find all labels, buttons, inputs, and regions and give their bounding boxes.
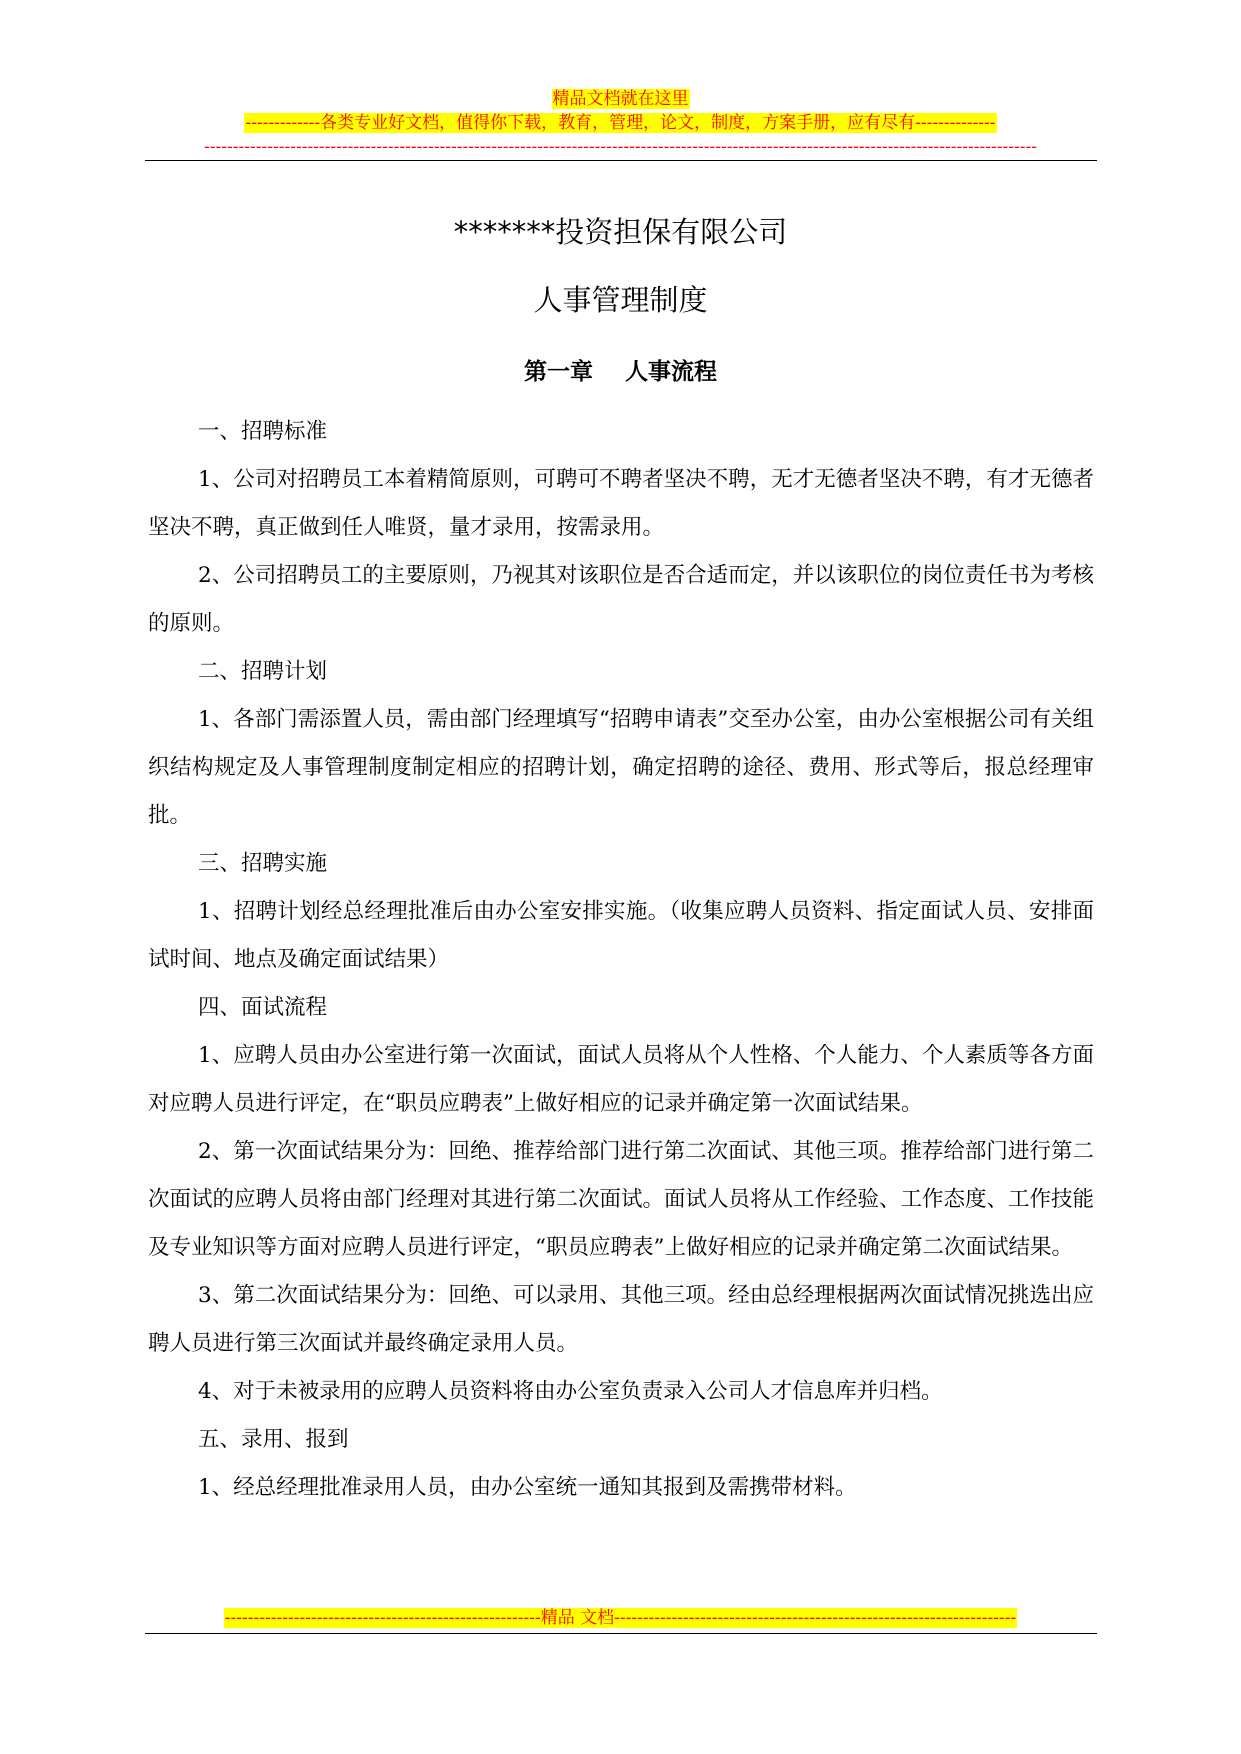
paragraph: 2、第一次面试结果分为：回绝、推荐给部门进行第二次面试、其他三项。推荐给部门进行第二次面试的应聘人员将由部门经理对其进行第二次面试。面试人员将从工作经验、工作态度、工作技能及专业知识等方面对应聘人员进行评定，“职员应聘表”上做好相应的记录并确定第二次面试结果。 [148, 1139, 1095, 1260]
paragraph: 1、招聘计划经总经理批准后由办公室安排实施。（收集应聘人员资料、指定面试人员、安排面试时间、地点及确定面试结果） [148, 899, 1094, 972]
paragraph: 4、对于未被录用的应聘人员资料将由办公室负责录入公司人才信息库并归档。 [198, 1379, 943, 1404]
chapter-heading: 第一章 人事流程 [523, 358, 718, 385]
paragraph: 1、公司对招聘员工本着精简原则，可聘可不聘者坚决不聘，无才无德者坚决不聘，有才无德者坚决不聘，真正做到任人唯贤，量才录用，按需录用。 [148, 467, 1094, 540]
footer-banner: -------------------------------------------------------精品 文档---------------------------------------------------------------------- [224, 1608, 1017, 1628]
section-heading: 四、面试流程 [198, 995, 328, 1020]
paragraph: 1、经总经理批准录用人员，由办公室统一通知其报到及需携带材料。 [198, 1475, 857, 1500]
section-heading: 一、招聘标准 [198, 419, 328, 444]
section-heading: 三、招聘实施 [198, 851, 328, 876]
footer-rule [145, 1633, 1097, 1634]
header-dash-line: ------------------------------------------------------------------------------------------------------------------------------------------------- [204, 137, 1037, 157]
document-body [148, 408, 1094, 1512]
section-heading: 五、录用、报到 [198, 1427, 349, 1452]
paragraph: 1、各部门需添置人员，需由部门经理填写“招聘申请表”交至办公室，由办公室根据公司有关组织结构规定及人事管理制度制定相应的招聘计划，确定招聘的途径、费用、形式等后，报总经理审批。 [148, 707, 1094, 828]
header-banner-title: 精品文档就在这里 [552, 89, 689, 109]
section-heading: 二、招聘计划 [198, 659, 328, 684]
paragraph: 1、应聘人员由办公室进行第一次面试，面试人员将从个人性格、个人能力、个人素质等各方面对应聘人员进行评定，在“职员应聘表”上做好相应的记录并确定第一次面试结果。 [148, 1043, 1094, 1116]
paragraph: 3、第二次面试结果分为：回绝、可以录用、其他三项。经由总经理根据两次面试情况挑选出应聘人员进行第三次面试并最终确定录用人员。 [148, 1283, 1094, 1356]
header-banner-tagline: -------------各类专业好文档，值得你下载，教育，管理，论文，制度，方案手册，应有尽有-------------- [245, 113, 996, 133]
header-rule [145, 160, 1097, 161]
document-title: 人事管理制度 [533, 283, 708, 317]
company-title: *******投资担保有限公司 [453, 215, 788, 249]
paragraph: 2、公司招聘员工的主要原则，乃视其对该职位是否合适而定，并以该职位的岗位责任书为考核的原则。 [148, 563, 1094, 636]
